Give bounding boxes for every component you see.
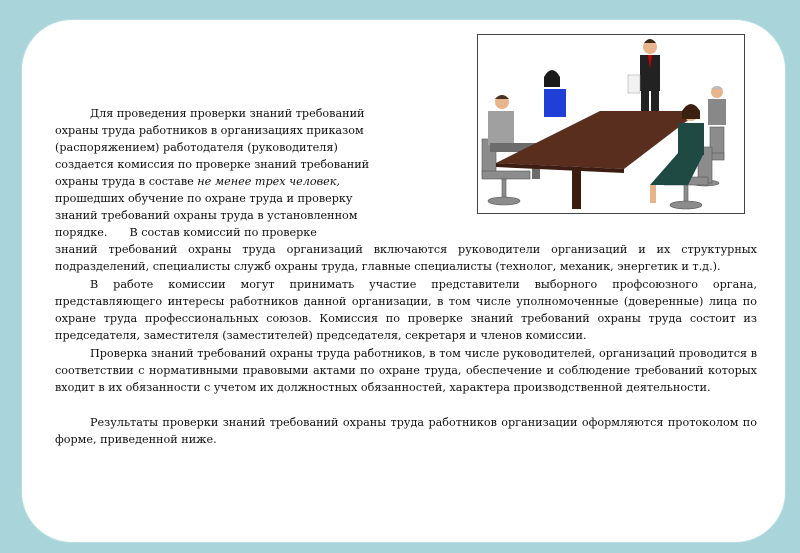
presenter-figure — [628, 39, 660, 113]
text-line: (распоряжением) работодателя (руководителя) — [55, 141, 338, 154]
paragraph-4: Результаты проверки знаний требований охраны труда работников организации оформляются протоколом по форме, приведенной ниже. — [55, 416, 757, 446]
emphasis-text: не менее трех человек, — [197, 175, 340, 188]
paragraph-2: В работе комиссии могут принимать участие представители выборного профсоюзного органа, представляющего интересы работников данной организации, в том числе уполномоченные (доверенные) лица по охране труда профессиональных союзов. Комиссия по проверке знаний требований охраны труда состоит из председателя, заместителя (заместителей) председателя, секретаря и членов комиссии. — [55, 278, 757, 342]
intro-paragraph — [55, 105, 385, 122]
paragraph-1-continuation: знаний требований охраны труда организаций включаются руководители организаций и их структурных подразделений, специалисты служб охраны труда, главные специалисты (технолог, механик, энергетик и т.д.). — [55, 243, 757, 273]
text-line: знаний требований охраны труда в установленном — [55, 209, 358, 222]
text-line: создается комиссия по проверке знаний требований — [55, 158, 370, 171]
paragraph-3: Проверка знаний требований охраны труда работников, в том числе руководителей, организаций проводится в соответствии с нормативными правовыми актами по охране труда, обеспечение и соблюдение требований которых входит в их обязанности с учетом их должностных обязанностей, характера производственной деятельности. — [55, 347, 757, 394]
seated-woman-blue — [544, 70, 566, 117]
text-line — [55, 224, 385, 241]
text-fragment: В состав комиссий по проверке — [129, 226, 317, 239]
text-line: прошедших обучение по охране труда и проверку — [55, 192, 353, 205]
text-line: Для проведения проверки знаний требований — [90, 107, 365, 120]
text-line — [55, 173, 385, 190]
intro-paragraph-lines — [55, 122, 385, 241]
seated-man-right — [708, 86, 726, 125]
text-fragment: охраны труда в составе — [55, 175, 198, 188]
text-line: охраны труда работников в организациях приказом — [55, 124, 364, 137]
text-fragment: порядке. — [55, 226, 108, 239]
meeting-illustration — [477, 34, 745, 214]
meeting-table — [496, 111, 700, 209]
